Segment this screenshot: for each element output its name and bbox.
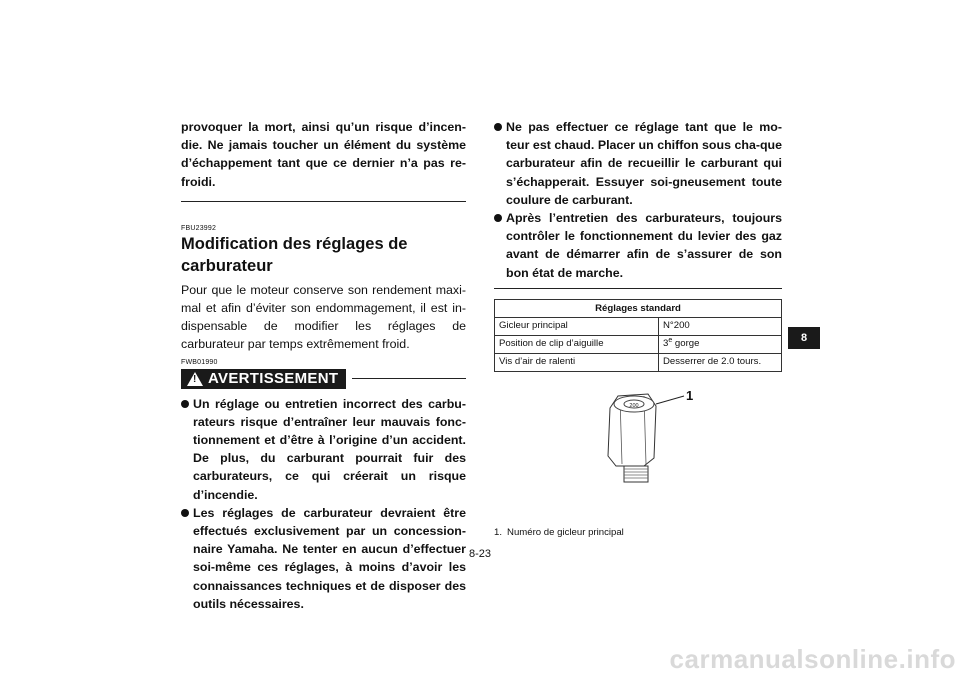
warning-code: FWB01990 bbox=[181, 358, 218, 366]
warning-list bbox=[181, 395, 466, 613]
right-column bbox=[494, 118, 782, 372]
bullet-icon bbox=[494, 123, 502, 131]
callout-number: 1 bbox=[686, 388, 694, 403]
section-code: FBU23992 bbox=[181, 224, 217, 232]
table-row: Position de clip d’aiguille 3e gorge bbox=[495, 335, 782, 353]
left-column bbox=[181, 118, 466, 613]
section-title: Modification des réglages de carburateur bbox=[181, 234, 408, 275]
standard-settings-table bbox=[494, 299, 782, 372]
warning-label: AVERTISSEMENT bbox=[208, 369, 339, 387]
intro-warning-text: provoquer la mort, ainsi qu’un risque d’incen-die. Ne jamais toucher un élément du système d’échappement tant que ce dernier n’a pas re-froidi. bbox=[181, 120, 466, 189]
warning-rule bbox=[352, 378, 466, 379]
bullet-icon bbox=[494, 214, 502, 222]
section-body: Pour que le moteur conserve son rendement maxi-mal et afin d’éviter son endommagement, il est in-dispensable de modifier les réglages de carburateur par temps extrêmement froid. bbox=[181, 282, 466, 352]
list-item: Ne pas effectuer ce réglage tant que le mo-teur est chaud. Placer un chiffon sous cha-que carburateur afin de recueillir le carburant qui s’échapperait. Essuyer soi-gneusement toute coulure de carburant. bbox=[494, 118, 782, 209]
table-row: Gicleur principal N°200 bbox=[495, 317, 782, 335]
watermark: carmanualsonline.info bbox=[669, 644, 956, 674]
warning-badge bbox=[181, 369, 346, 389]
callout-line bbox=[656, 396, 684, 404]
chapter-tab: 8 bbox=[788, 327, 820, 349]
page-number: 8-23 bbox=[468, 548, 492, 560]
bullet-icon bbox=[181, 509, 189, 517]
warning-header bbox=[181, 369, 466, 389]
bullet-icon bbox=[181, 400, 189, 408]
caution-list bbox=[494, 118, 782, 282]
table-title: Réglages standard bbox=[495, 299, 782, 317]
list-item: Après l’entretien des carburateurs, toujours contrôler le fonctionnement du levier des gaz avant de démarrer afin de s’assurer de son bon état de marche. bbox=[494, 209, 782, 282]
table-row: Vis d’air de ralenti Desserrer de 2.0 tours. bbox=[495, 353, 782, 371]
divider bbox=[181, 201, 466, 202]
list-item: Les réglages de carburateur devraient être effectués exclusivement par un concession-naire Yamaha. Ne tenter en aucun d’effectuer soi-même ces réglages, à moins d’avoir les connaissances techniques et de disposer des outils nécessaires. bbox=[181, 504, 466, 613]
figure-caption: 1. Numéro de gicleur principal bbox=[494, 527, 624, 538]
divider bbox=[494, 288, 782, 289]
jet-marking: 200 bbox=[629, 403, 639, 409]
main-jet-illustration bbox=[596, 388, 706, 488]
warning-triangle-icon: ! bbox=[187, 372, 203, 386]
list-item: Un réglage ou entretien incorrect des carbu-rateurs risque d’entraîner leur mauvais fonc-tionnement et d’être à l’origine d’un accident. De plus, du carburant pourrait fuir des carburateurs, ce qui créerait un risque d’incendie. bbox=[181, 395, 466, 504]
